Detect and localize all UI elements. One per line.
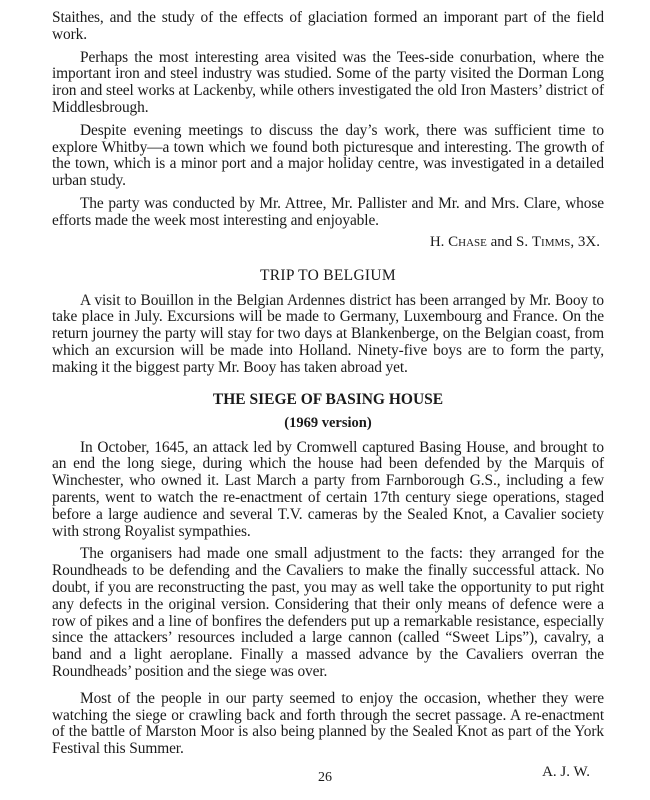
siege-paragraph-1: In October, 1645, an attack led by Cromwell captured Basing House, and brought to an end the long siege, during which the house had been defended by the Marquis of Winchester, who owned it. Last March a party from Farnborough G.S., including a few parents, went to watch the re-enactment of certain 17th century siege operations, staged before a large audience and several T.V. cameras by the Sealed Knot, a Cavalier society with strong Royalist sympathies. (52, 438, 604, 540)
field-trip-signature (52, 234, 604, 251)
signature-initial: H. (429, 233, 449, 250)
signature-and: and S. (486, 233, 532, 250)
field-trip-paragraph-1: Staithes, and the study of the effects of glaciation formed an imporant part of the field work. (52, 9, 604, 43)
field-trip-paragraph-4: The party was conducted by Mr. Attree, Mr. Pallister and Mr. and Mrs. Clare, whose efforts made the week most interesting and enjoyable. (52, 194, 604, 229)
field-trip-paragraph-3: Despite evening meetings to discuss the day’s work, there was sufficient time to explore Whitby—a town which we found both picturesque and interesting. The growth of the town, which is a minor port and a major holiday centre, was investigated in a detailed urban study. (52, 121, 604, 190)
siege-signature: A. J. W. (542, 763, 590, 780)
signature-chase: Chase (448, 233, 487, 250)
siege-subheading: (1969 version) (284, 414, 372, 431)
page-number: 26 (318, 770, 332, 785)
belgium-heading: TRIP TO BELGIUM (260, 266, 396, 284)
signature-form: , 3X. (570, 233, 600, 250)
page-body (52, 10, 604, 781)
siege-paragraph-2: The organisers had made one small adjustment to the facts: they arranged for the Roundheads to be defending and the Cavaliers to make the finally successful attack. No doubt, if you are reconstructing the past, you may as well take the opportunity to put right any defects in the original version. Considering that their only means of defence were a row of pikes and a line of bonfires the defenders put up a remarkable resistance, especially since the attackers’ resources included a large cannon (called “Sweet Lips”), cavalry, a band and a light aeroplane. Finally a massed advance by the Cavaliers overran the Roundheads’ position and the siege was over. (52, 545, 604, 680)
belgium-paragraph: A visit to Bouillon in the Belgian Ardennes district has been arranged by Mr. Booy to take place in July. Excursions will be made to Germany, Luxembourg and France. On the return journey the party will stay for two days at Blankenberge, on the Belgian coast, from which an excursion will be made into Holland. Ninety-five boys are to form the party, making it the biggest party Mr. Booy has taken abroad yet. (52, 291, 604, 376)
field-trip-paragraph-2: Perhaps the most interesting area visited was the Tees-side conurbation, where the important iron and steel industry was studied. Some of the party visited the Dorman Long iron and steel works at Lackenby, while others investigated the old Iron Masters’ district of Middlesbrough. (52, 48, 604, 116)
siege-heading: THE SIEGE OF BASING HOUSE (212, 390, 444, 408)
signature-timms: Timms (531, 233, 571, 250)
siege-paragraph-3: Most of the people in our party seemed to enjoy the occasion, whether they were watching the siege or crawling back and forth through the secret passage. A re-enactment of the battle of Marston Moor is also being planned by the Sealed Knot as part of the York Festival this Summer. (52, 689, 604, 758)
